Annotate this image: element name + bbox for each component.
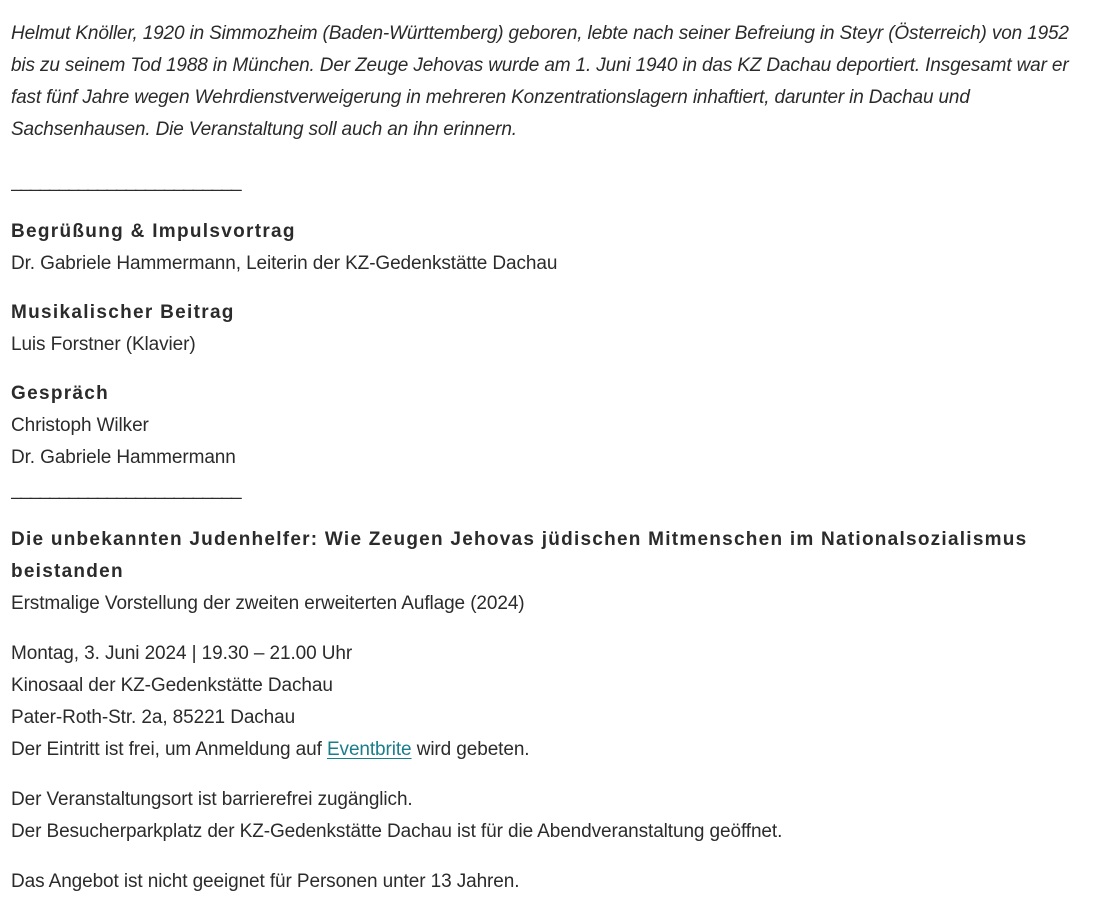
program-item-music bbox=[11, 297, 1096, 361]
program-participant-1: Christoph Wilker bbox=[11, 415, 149, 436]
program-performer-music: Luis Forstner (Klavier) bbox=[11, 334, 196, 355]
age-notice-block bbox=[11, 866, 1096, 898]
program-speaker-greeting: Dr. Gabriele Hammermann, Leiterin der KZ-Gedenkstätte Dachau bbox=[11, 253, 558, 274]
admission-prefix: Der Eintritt ist frei, um Anmeldung auf bbox=[11, 739, 327, 760]
program-heading-greeting: Begrüßung & Impulsvortrag bbox=[11, 221, 296, 242]
event-details bbox=[11, 638, 1096, 766]
article-content bbox=[11, 18, 1096, 898]
parking-line: Der Besucherparkplatz der KZ-Gedenkstätte Dachau ist für die Abendveranstaltung geöffnet. bbox=[11, 821, 783, 842]
event-address: Pater-Roth-Str. 2a, 85221 Dachau bbox=[11, 707, 296, 728]
admission-suffix: wird gebeten. bbox=[411, 739, 530, 760]
book-subtitle: Erstmalige Vorstellung der zweiten erweiterten Auflage (2024) bbox=[11, 593, 525, 614]
book-section bbox=[11, 524, 1096, 620]
program-heading-talk: Gespräch bbox=[11, 383, 110, 404]
event-datetime: Montag, 3. Juni 2024 | 19.30 – 21.00 Uhr bbox=[11, 643, 353, 664]
program-heading-music: Musikalischer Beitrag bbox=[11, 302, 235, 323]
intro-paragraph: Helmut Knöller, 1920 in Simmozheim (Baden-Württemberg) geboren, lebte nach seiner Befreiung in Steyr (Österreich) von 1952 bis zu seinem Tod 1988 in München. Der Zeuge Jehovas wurde am 1. Juni 1940 in das KZ Dachau deportiert. Insgesamt war er fast fünf Jahre wegen Wehrdienstverweigerung in mehreren Konzentrationslagern inhaftiert, darunter in Dachau und Sachsenhausen. Die Veranstaltung soll auch an ihn erinnern. bbox=[11, 23, 1069, 140]
divider-bottom: ________________________ bbox=[11, 479, 241, 500]
program-item-greeting bbox=[11, 216, 1096, 280]
program-participant-2: Dr. Gabriele Hammermann bbox=[11, 447, 236, 468]
event-venue: Kinosaal der KZ-Gedenkstätte Dachau bbox=[11, 675, 333, 696]
eventbrite-link[interactable]: Eventbrite bbox=[326, 739, 412, 760]
event-admission bbox=[11, 734, 1096, 766]
age-notice: Das Angebot ist nicht geeignet für Personen unter 13 Jahren. bbox=[11, 871, 520, 892]
program-item-talk bbox=[11, 378, 1096, 474]
accessibility-line: Der Veranstaltungsort ist barrierefrei zugänglich. bbox=[11, 789, 413, 810]
accessibility-info bbox=[11, 784, 1096, 848]
divider-top: ________________________ bbox=[11, 171, 241, 192]
book-title: Die unbekannten Judenhelfer: Wie Zeugen Jehovas jüdischen Mitmenschen im Nationalsozialismus beistanden bbox=[11, 529, 1028, 582]
